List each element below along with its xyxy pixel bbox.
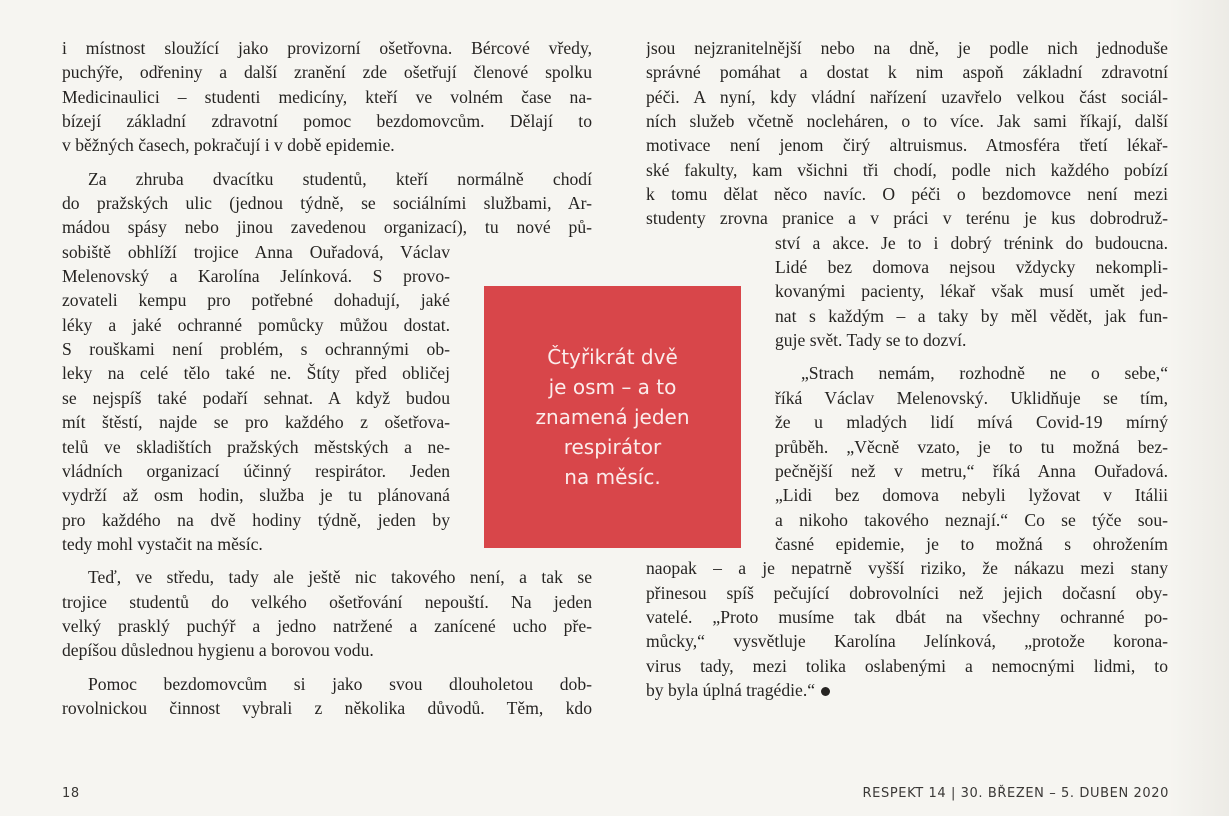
text-line: by byla úplná tragédie.“: [646, 679, 816, 700]
text-line: Za zhruba dvacítku studentů, kteří normálně chodí: [88, 168, 592, 189]
pull-quote-line: Čtyřikrát dvě: [547, 345, 678, 369]
text-line: virus tady, mezi tolika oslabenými a nemocnými lidmi, to: [646, 655, 1168, 676]
text-line: S rouškami není problém, s ochrannými ob-: [62, 339, 450, 360]
text-line: do pražských ulic (jednou týdně, se sociálními službami, Ar-: [62, 193, 592, 214]
text-line: vatelé. „Proto musíme tak dbát na všechny ochranné po-: [646, 606, 1168, 627]
text-line: ních služeb včetně nocleháren, o to více. Jak sami říkají, další: [646, 111, 1168, 132]
text-line: telů ve skladištích pražských městských a ne-: [62, 436, 450, 457]
pull-quote-line: respirátor: [563, 435, 662, 459]
text-line: sobiště obhlíží trojice Anna Ouřadová, Václav: [62, 241, 450, 262]
text-line: můcky,“ vysvětluje Karolína Jelínková, „protože korona-: [646, 631, 1168, 652]
text-line: mádou spásy nebo jinou zavedenou organizací), tu nové pů-: [62, 217, 592, 238]
text-line: mít štěstí, najde se pro každého z ošetřova-: [62, 412, 450, 433]
text-line: vydrží až osm hodin, služba je tu plánovaná: [62, 485, 450, 506]
text-line: a nikoho takového neznají.“ Co se týče sou-: [775, 509, 1168, 530]
text-line: časné epidemie, je to možná s ohrožením: [775, 533, 1168, 554]
text-line: tedy mohl vystačit na měsíc.: [62, 533, 263, 554]
wrapped-text-block: [775, 231, 1168, 353]
text-line: nat s každým – a taky by měl vědět, jak fun-: [775, 305, 1168, 326]
text-line: ské fakulty, kam všichni tři chodí, podle nich každého pobízí: [646, 159, 1168, 180]
text-line: správné pomáhat a dostat k nim aspoň základní zdravotní: [646, 62, 1168, 83]
text-line: že u mladých lidí mívá Covid-19 mírný: [775, 412, 1168, 433]
text-line: péči. A nyní, kdy vládní nařízení uzavřelo velkou část sociál-: [646, 86, 1168, 107]
text-line: „Lidi bez domova nebyli lyžovat v Itálii: [775, 485, 1168, 506]
pull-quote-box: [484, 286, 741, 548]
text-line: pro každého na dvě hodiny týdně, jeden by: [62, 509, 450, 530]
pull-quote-line: na měsíc.: [564, 465, 661, 489]
text-line: i místnost sloužící jako provizorní ošetřovna. Bércové vředy,: [62, 38, 592, 58]
issue-info: RESPEKT 14 | 30. BŘEZEN – 5. DUBEN 2020: [862, 786, 1169, 801]
text-line: puchýře, odřeniny a další zranění zde ošetřují členové spolku: [62, 62, 592, 83]
text-line: ství a akce. Je to i dobrý trénink do budoucna.: [775, 232, 1168, 253]
text-line: bízejí základní zdravotní pomoc bezdomovcům. Dělají to: [62, 111, 592, 132]
text-line: guje svět. Tady se to dozví.: [775, 330, 967, 351]
text-line: Melenovský a Karolína Jelínková. S provo-: [62, 266, 450, 287]
text-line: léky a jaké ochranné pomůcky můžou dostat.: [62, 314, 450, 335]
paragraph-4: [62, 672, 592, 721]
text-line: k tomu dělat něco navíc. O péči o bezdomovce není mezi: [646, 184, 1168, 205]
wrapped-text-block: [775, 361, 1168, 556]
text-line: pečnější než v metru,“ říká Anna Ouřadová.: [775, 460, 1168, 481]
text-line: „Strach nemám, rozhodně ne o sebe,“: [801, 363, 1168, 384]
text-line: kovanými pacienty, lékař však musí umět jed-: [775, 281, 1168, 302]
text-line: se nejspíš také podaří sehnat. A když budou: [62, 387, 450, 408]
text-line: Teď, ve středu, tady ale ještě nic takového není, a tak se: [88, 567, 592, 588]
paragraph-3: [62, 565, 592, 662]
page-number: 18: [62, 786, 80, 801]
text-line: studenty zrovna pranice a v práci v terénu je kus dobrodruž-: [646, 208, 1168, 229]
text-line: trojice studentů do velkého ošetřování nepouští. Na jeden: [62, 591, 592, 612]
pull-quote-text: [503, 342, 723, 492]
text-line: jsou nejzranitelnější nebo na dně, je podle nich jednoduše: [646, 38, 1168, 58]
text-line: motivace není jenom čirý altruismus. Atmosféra třetí lékař-: [646, 135, 1168, 156]
text-line: depíšou důslednou hygienu a borovou vodu.: [62, 640, 374, 661]
end-of-article-dot-icon: [821, 687, 830, 696]
page-edge-shadow: [1169, 0, 1229, 816]
text-line: leky na celé tělo také ne. Štíty před obličej: [62, 363, 450, 384]
text-line: Pomoc bezdomovcům si jako svou dlouholetou dob-: [88, 673, 592, 694]
text-line: zovateli kempu pro potřebné dohadují, jaké: [62, 290, 450, 311]
text-line: naopak – a je nepatrně vyšší riziko, že nákazu mezi stany: [646, 558, 1168, 579]
text-line: průběh. „Věcně vzato, je to tu možná bez-: [775, 436, 1168, 457]
text-line: vládních organizací účinný respirátor. Jeden: [62, 460, 450, 481]
text-line: přinesou spíš pečující dobrovolníci než jejich dočasní oby-: [646, 582, 1168, 603]
pull-quote-line: je osm – a to: [548, 375, 677, 399]
pull-quote-line: znamená jeden: [535, 405, 690, 429]
text-line: Lidé bez domova nejsou vždycky nekompli-: [775, 257, 1168, 278]
paragraph-1: [62, 36, 592, 158]
text-line: říká Václav Melenovský. Uklidňuje se tím,: [775, 387, 1168, 408]
text-line: v běžných časech, pokračují i v době epidemie.: [62, 135, 395, 156]
text-line: velký prasklý puchýř a jedno natržené a zanícené ucho pře-: [62, 615, 592, 636]
text-line: Medicinaulici – studenti medicíny, kteří ve volném čase na-: [62, 86, 592, 107]
article-last-line: [646, 678, 1168, 702]
text-line: rovolnickou činnost vybrali z několika důvodů. Těm, kdo: [62, 697, 592, 718]
